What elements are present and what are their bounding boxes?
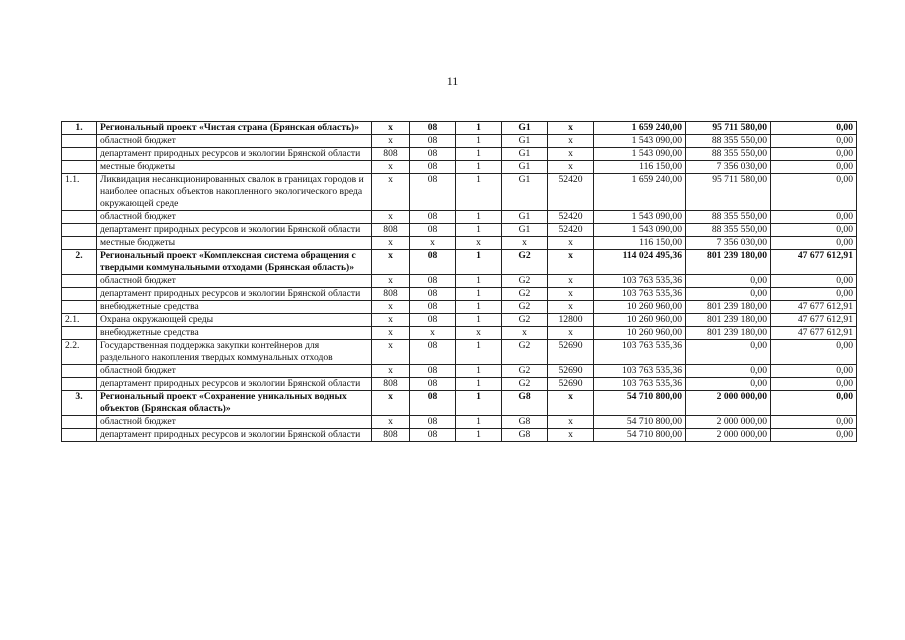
amount-year1-cell: 103 763 535,36	[594, 340, 686, 365]
amount-year3-cell: 0,00	[771, 161, 857, 174]
grbs-code-cell: 808	[372, 378, 410, 391]
table-row	[62, 288, 857, 301]
amount-year2-cell: 0,00	[686, 275, 771, 288]
amount-year3-cell: 0,00	[771, 135, 857, 148]
amount-year2-cell: 0,00	[686, 378, 771, 391]
grbs-code-cell: 808	[372, 224, 410, 237]
table-row	[62, 211, 857, 224]
row-number-cell	[62, 161, 97, 174]
amount-year1-cell: 10 260 960,00	[594, 314, 686, 327]
section-code-cell: 08	[410, 391, 456, 416]
amount-year2-cell: 88 355 550,00	[686, 135, 771, 148]
amount-year3-cell: 0,00	[771, 340, 857, 365]
row-name-cell: Ликвидация несанкционированных свалок в границах городов и наиболее опасных объектов накопленного экологического вреда окружающей среде	[97, 174, 372, 211]
amount-year1-cell: 54 710 800,00	[594, 429, 686, 442]
target-article-cell: 52420	[548, 224, 594, 237]
amount-year1-cell: 54 710 800,00	[594, 416, 686, 429]
amount-year2-cell: 88 355 550,00	[686, 224, 771, 237]
project-code-cell: G1	[502, 135, 548, 148]
grbs-code-cell: х	[372, 327, 410, 340]
row-name-cell: областной бюджет	[97, 365, 372, 378]
row-name-cell: Региональный проект «Сохранение уникальных водных объектов (Брянская область)»	[97, 391, 372, 416]
subsection-code-cell: 1	[456, 429, 502, 442]
table-row	[62, 365, 857, 378]
target-article-cell: х	[548, 275, 594, 288]
project-code-cell: G2	[502, 301, 548, 314]
row-name-cell: департамент природных ресурсов и экологии Брянской области	[97, 288, 372, 301]
section-code-cell: 08	[410, 211, 456, 224]
grbs-code-cell: х	[372, 161, 410, 174]
section-code-cell: 08	[410, 416, 456, 429]
page-number: 11	[446, 74, 459, 88]
amount-year3-cell: 47 677 612,91	[771, 314, 857, 327]
amount-year3-cell: 0,00	[771, 224, 857, 237]
grbs-code-cell: 808	[372, 148, 410, 161]
grbs-code-cell: х	[372, 340, 410, 365]
row-name-cell: областной бюджет	[97, 275, 372, 288]
table-row	[62, 161, 857, 174]
section-code-cell: 08	[410, 314, 456, 327]
project-code-cell: х	[502, 327, 548, 340]
table-row	[62, 327, 857, 340]
amount-year3-cell: 47 677 612,91	[771, 250, 857, 275]
row-number-cell	[62, 378, 97, 391]
grbs-code-cell: х	[372, 275, 410, 288]
amount-year1-cell: 103 763 535,36	[594, 378, 686, 391]
row-number-cell	[62, 429, 97, 442]
section-code-cell: 08	[410, 135, 456, 148]
row-number-cell: 2.2.	[62, 340, 97, 365]
project-code-cell: G2	[502, 340, 548, 365]
table-row	[62, 301, 857, 314]
amount-year3-cell: 0,00	[771, 429, 857, 442]
grbs-code-cell: 808	[372, 288, 410, 301]
target-article-cell: 52690	[548, 340, 594, 365]
section-code-cell: 08	[410, 122, 456, 135]
target-article-cell: х	[548, 250, 594, 275]
target-article-cell: х	[548, 391, 594, 416]
target-article-cell: х	[548, 416, 594, 429]
row-number-cell	[62, 327, 97, 340]
subsection-code-cell: 1	[456, 301, 502, 314]
section-code-cell: 08	[410, 378, 456, 391]
row-number-cell: 1.1.	[62, 174, 97, 211]
section-code-cell: 08	[410, 161, 456, 174]
amount-year1-cell: 1 659 240,00	[594, 122, 686, 135]
project-code-cell: G2	[502, 314, 548, 327]
row-number-cell	[62, 237, 97, 250]
amount-year1-cell: 116 150,00	[594, 237, 686, 250]
amount-year2-cell: 7 356 030,00	[686, 237, 771, 250]
table-row	[62, 340, 857, 365]
row-number-cell	[62, 301, 97, 314]
table-row	[62, 250, 857, 275]
subsection-code-cell: х	[456, 237, 502, 250]
amount-year3-cell: 47 677 612,91	[771, 301, 857, 314]
table-row	[62, 391, 857, 416]
project-code-cell: G2	[502, 378, 548, 391]
project-code-cell: G1	[502, 122, 548, 135]
amount-year3-cell: 0,00	[771, 237, 857, 250]
subsection-code-cell: 1	[456, 314, 502, 327]
subsection-code-cell: 1	[456, 288, 502, 301]
row-number-cell	[62, 211, 97, 224]
amount-year2-cell: 801 239 180,00	[686, 301, 771, 314]
project-code-cell: G1	[502, 211, 548, 224]
amount-year2-cell: 0,00	[686, 365, 771, 378]
table-row	[62, 122, 857, 135]
subsection-code-cell: 1	[456, 416, 502, 429]
budget-table	[61, 121, 857, 442]
grbs-code-cell: х	[372, 314, 410, 327]
grbs-code-cell: х	[372, 250, 410, 275]
section-code-cell: 08	[410, 288, 456, 301]
amount-year1-cell: 1 543 090,00	[594, 211, 686, 224]
target-article-cell: х	[548, 327, 594, 340]
subsection-code-cell: 1	[456, 391, 502, 416]
target-article-cell: х	[548, 429, 594, 442]
grbs-code-cell: х	[372, 365, 410, 378]
project-code-cell: G8	[502, 416, 548, 429]
amount-year2-cell: 7 356 030,00	[686, 161, 771, 174]
target-article-cell: х	[548, 161, 594, 174]
amount-year2-cell: 801 239 180,00	[686, 250, 771, 275]
table-row	[62, 275, 857, 288]
target-article-cell: х	[548, 148, 594, 161]
table-row	[62, 378, 857, 391]
row-number-cell: 2.	[62, 250, 97, 275]
amount-year2-cell: 95 711 580,00	[686, 174, 771, 211]
grbs-code-cell: х	[372, 174, 410, 211]
amount-year3-cell: 47 677 612,91	[771, 327, 857, 340]
grbs-code-cell: х	[372, 416, 410, 429]
grbs-code-cell: х	[372, 237, 410, 250]
subsection-code-cell: 1	[456, 378, 502, 391]
table-row	[62, 174, 857, 211]
table-row	[62, 237, 857, 250]
row-name-cell: Государственная поддержка закупки контейнеров для раздельного накопления твердых коммунальных отходов	[97, 340, 372, 365]
subsection-code-cell: 1	[456, 224, 502, 237]
amount-year1-cell: 10 260 960,00	[594, 327, 686, 340]
amount-year3-cell: 0,00	[771, 288, 857, 301]
row-name-cell: департамент природных ресурсов и экологии Брянской области	[97, 148, 372, 161]
target-article-cell: 52690	[548, 365, 594, 378]
row-number-cell	[62, 275, 97, 288]
amount-year1-cell: 54 710 800,00	[594, 391, 686, 416]
target-article-cell: х	[548, 122, 594, 135]
target-article-cell: х	[548, 135, 594, 148]
project-code-cell: G1	[502, 224, 548, 237]
project-code-cell: G2	[502, 275, 548, 288]
amount-year3-cell: 0,00	[771, 122, 857, 135]
row-number-cell: 2.1.	[62, 314, 97, 327]
target-article-cell: 52420	[548, 211, 594, 224]
amount-year3-cell: 0,00	[771, 275, 857, 288]
table-row	[62, 429, 857, 442]
section-code-cell: 08	[410, 250, 456, 275]
subsection-code-cell: 1	[456, 211, 502, 224]
amount-year2-cell: 0,00	[686, 288, 771, 301]
target-article-cell: 52420	[548, 174, 594, 211]
section-code-cell: 08	[410, 275, 456, 288]
subsection-code-cell: 1	[456, 275, 502, 288]
target-article-cell: 52690	[548, 378, 594, 391]
section-code-cell: 08	[410, 224, 456, 237]
target-article-cell: х	[548, 301, 594, 314]
grbs-code-cell: х	[372, 122, 410, 135]
target-article-cell: х	[548, 288, 594, 301]
project-code-cell: G1	[502, 161, 548, 174]
amount-year3-cell: 0,00	[771, 365, 857, 378]
amount-year1-cell: 10 260 960,00	[594, 301, 686, 314]
subsection-code-cell: 1	[456, 148, 502, 161]
row-number-cell	[62, 416, 97, 429]
row-name-cell: департамент природных ресурсов и экологии Брянской области	[97, 224, 372, 237]
table-row	[62, 135, 857, 148]
subsection-code-cell: 1	[456, 135, 502, 148]
row-name-cell: местные бюджеты	[97, 237, 372, 250]
subsection-code-cell: 1	[456, 174, 502, 211]
amount-year1-cell: 103 763 535,36	[594, 275, 686, 288]
section-code-cell: 08	[410, 340, 456, 365]
project-code-cell: G8	[502, 391, 548, 416]
amount-year3-cell: 0,00	[771, 378, 857, 391]
row-name-cell: Региональный проект «Комплексная система обращения с твердыми коммунальными отходами (Брянская область)»	[97, 250, 372, 275]
grbs-code-cell: х	[372, 301, 410, 314]
project-code-cell: G2	[502, 288, 548, 301]
section-code-cell: х	[410, 237, 456, 250]
project-code-cell: G1	[502, 174, 548, 211]
grbs-code-cell: х	[372, 391, 410, 416]
row-name-cell: областной бюджет	[97, 135, 372, 148]
table-row	[62, 148, 857, 161]
row-name-cell: внебюджетные средства	[97, 301, 372, 314]
amount-year2-cell: 88 355 550,00	[686, 211, 771, 224]
row-number-cell	[62, 135, 97, 148]
amount-year1-cell: 103 763 535,36	[594, 365, 686, 378]
row-name-cell: Региональный проект «Чистая страна (Брянская область)»	[97, 122, 372, 135]
section-code-cell: 08	[410, 301, 456, 314]
row-number-cell	[62, 224, 97, 237]
subsection-code-cell: 1	[456, 250, 502, 275]
target-article-cell: х	[548, 237, 594, 250]
table-row	[62, 224, 857, 237]
amount-year1-cell: 103 763 535,36	[594, 288, 686, 301]
grbs-code-cell: 808	[372, 429, 410, 442]
amount-year2-cell: 95 711 580,00	[686, 122, 771, 135]
table-body	[62, 122, 857, 442]
amount-year3-cell: 0,00	[771, 211, 857, 224]
row-number-cell: 1.	[62, 122, 97, 135]
project-code-cell: G1	[502, 148, 548, 161]
project-code-cell: G8	[502, 429, 548, 442]
amount-year2-cell: 2 000 000,00	[686, 429, 771, 442]
table-row	[62, 314, 857, 327]
amount-year2-cell: 801 239 180,00	[686, 327, 771, 340]
subsection-code-cell: 1	[456, 122, 502, 135]
amount-year2-cell: 801 239 180,00	[686, 314, 771, 327]
amount-year1-cell: 1 659 240,00	[594, 174, 686, 211]
section-code-cell: 08	[410, 365, 456, 378]
table-row	[62, 416, 857, 429]
project-code-cell: G2	[502, 365, 548, 378]
row-number-cell	[62, 288, 97, 301]
amount-year1-cell: 1 543 090,00	[594, 135, 686, 148]
amount-year2-cell: 88 355 550,00	[686, 148, 771, 161]
row-name-cell: областной бюджет	[97, 211, 372, 224]
amount-year1-cell: 1 543 090,00	[594, 148, 686, 161]
row-name-cell: внебюджетные средства	[97, 327, 372, 340]
amount-year2-cell: 0,00	[686, 340, 771, 365]
section-code-cell: 08	[410, 174, 456, 211]
amount-year3-cell: 0,00	[771, 416, 857, 429]
row-number-cell	[62, 365, 97, 378]
section-code-cell: х	[410, 327, 456, 340]
row-number-cell: 3.	[62, 391, 97, 416]
row-name-cell: местные бюджеты	[97, 161, 372, 174]
amount-year3-cell: 0,00	[771, 391, 857, 416]
grbs-code-cell: х	[372, 211, 410, 224]
amount-year1-cell: 1 543 090,00	[594, 224, 686, 237]
amount-year2-cell: 2 000 000,00	[686, 391, 771, 416]
amount-year3-cell: 0,00	[771, 148, 857, 161]
target-article-cell: 12800	[548, 314, 594, 327]
row-name-cell: департамент природных ресурсов и экологии Брянской области	[97, 378, 372, 391]
amount-year1-cell: 114 024 495,36	[594, 250, 686, 275]
section-code-cell: 08	[410, 429, 456, 442]
amount-year3-cell: 0,00	[771, 174, 857, 211]
subsection-code-cell: 1	[456, 340, 502, 365]
project-code-cell: х	[502, 237, 548, 250]
amount-year2-cell: 2 000 000,00	[686, 416, 771, 429]
row-name-cell: областной бюджет	[97, 416, 372, 429]
section-code-cell: 08	[410, 148, 456, 161]
subsection-code-cell: 1	[456, 365, 502, 378]
subsection-code-cell: х	[456, 327, 502, 340]
grbs-code-cell: х	[372, 135, 410, 148]
project-code-cell: G2	[502, 250, 548, 275]
row-name-cell: департамент природных ресурсов и экологии Брянской области	[97, 429, 372, 442]
amount-year1-cell: 116 150,00	[594, 161, 686, 174]
row-number-cell	[62, 148, 97, 161]
subsection-code-cell: 1	[456, 161, 502, 174]
row-name-cell: Охрана окружающей среды	[97, 314, 372, 327]
